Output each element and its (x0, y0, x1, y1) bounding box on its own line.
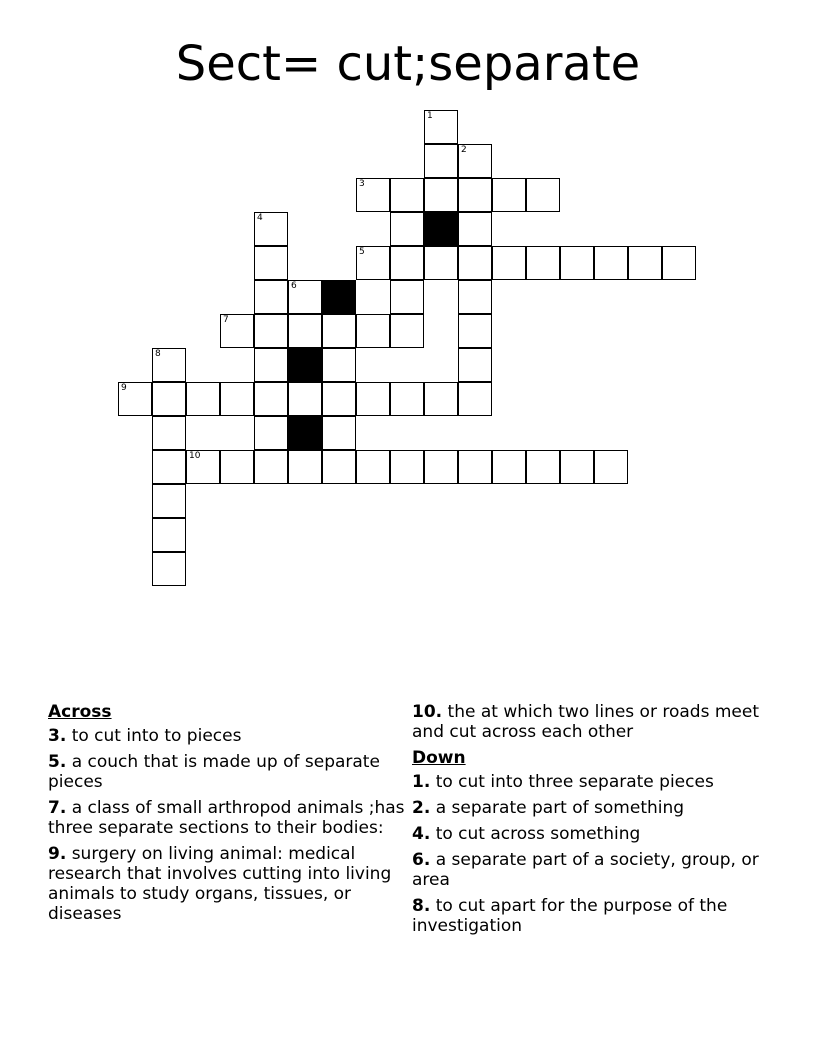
down-clue (412, 798, 772, 818)
cell-number: 7 (223, 315, 229, 325)
grid-cell[interactable] (220, 450, 254, 484)
clue-number: 9. (48, 844, 67, 864)
clue-number: 4. (412, 824, 431, 844)
grid-cell[interactable] (152, 518, 186, 552)
grid-cell[interactable] (458, 314, 492, 348)
grid-cell[interactable] (424, 178, 458, 212)
grid-cell[interactable] (152, 416, 186, 450)
grid-cell[interactable] (254, 314, 288, 348)
grid-cell[interactable] (390, 450, 424, 484)
grid-cell[interactable] (322, 314, 356, 348)
grid-cell[interactable] (288, 280, 322, 314)
grid-cell[interactable] (390, 246, 424, 280)
grid-cell[interactable] (458, 178, 492, 212)
clue-text: to cut apart for the purpose of the investigation (412, 896, 728, 936)
grid-cell[interactable] (356, 246, 390, 280)
across-heading: Across (48, 702, 112, 722)
grid-cell[interactable] (458, 246, 492, 280)
grid-cell[interactable] (526, 178, 560, 212)
grid-cell[interactable] (424, 144, 458, 178)
clue-text: to cut across something (435, 824, 641, 844)
grid-cell[interactable] (390, 212, 424, 246)
grid-cell[interactable] (220, 314, 254, 348)
cell-number: 9 (121, 383, 127, 393)
grid-cell[interactable] (186, 450, 220, 484)
cell-number: 10 (189, 451, 201, 461)
grid-cell[interactable] (152, 450, 186, 484)
clue-number: 7. (48, 798, 67, 818)
grid-cell[interactable] (322, 348, 356, 382)
grid-cell[interactable] (492, 246, 526, 280)
grid-cell[interactable] (526, 450, 560, 484)
grid-cell[interactable] (152, 348, 186, 382)
clue-number: 8. (412, 896, 431, 916)
cell-number: 6 (291, 281, 297, 291)
grid-cell[interactable] (628, 246, 662, 280)
across-clue (48, 798, 408, 838)
down-clue (412, 850, 772, 890)
grid-cell[interactable] (254, 382, 288, 416)
cell-number: 8 (155, 349, 161, 359)
across-clue (48, 752, 408, 792)
clue-text: to cut into to pieces (71, 726, 242, 746)
grid-cell[interactable] (390, 382, 424, 416)
grid-cell[interactable] (458, 450, 492, 484)
clues-right-column (412, 702, 772, 942)
grid-cell[interactable] (492, 178, 526, 212)
grid-cell[interactable] (254, 246, 288, 280)
cell-number: 3 (359, 179, 365, 189)
grid-cell[interactable] (254, 416, 288, 450)
grid-cell[interactable] (288, 314, 322, 348)
grid-cell[interactable] (186, 382, 220, 416)
grid-cell[interactable] (220, 382, 254, 416)
grid-cell[interactable] (254, 212, 288, 246)
clues-left-column (48, 702, 408, 930)
clue-text: to cut into three separate pieces (435, 772, 714, 792)
grid-cell[interactable] (390, 314, 424, 348)
grid-cell[interactable] (594, 246, 628, 280)
blocked-cell (288, 348, 322, 382)
clue-number: 5. (48, 752, 67, 772)
grid-cell[interactable] (560, 450, 594, 484)
grid-cell[interactable] (322, 416, 356, 450)
across-clue-list (48, 726, 408, 924)
grid-cell[interactable] (288, 382, 322, 416)
grid-cell[interactable] (254, 450, 288, 484)
cell-number: 5 (359, 247, 365, 257)
grid-cell[interactable] (356, 450, 390, 484)
blocked-cell (424, 212, 458, 246)
clue-text: a separate part of something (435, 798, 685, 818)
grid-cell[interactable] (254, 348, 288, 382)
grid-cell[interactable] (356, 382, 390, 416)
grid-cell[interactable] (424, 110, 458, 144)
grid-cell[interactable] (390, 280, 424, 314)
grid-cell[interactable] (424, 382, 458, 416)
page-title: Sect= cut;separate (175, 36, 641, 92)
grid-cell[interactable] (254, 280, 288, 314)
across-clue (412, 702, 772, 742)
clue-text: surgery on living animal: medical research that involves cutting into living animals to study organs, tissues, or diseases (48, 844, 392, 924)
cell-number: 1 (427, 111, 433, 121)
blocked-cell (322, 280, 356, 314)
cell-number: 4 (257, 213, 263, 223)
across-clue-list-continued (412, 702, 772, 742)
grid-cell[interactable] (424, 450, 458, 484)
clue-text: the at which two lines or roads meet and cut across each other (412, 702, 759, 742)
grid-cell[interactable] (322, 450, 356, 484)
down-clue (412, 772, 772, 792)
grid-cell[interactable] (390, 178, 424, 212)
across-clue (48, 726, 408, 746)
clue-text: a separate part of a society, group, or area (412, 850, 759, 890)
clue-number: 2. (412, 798, 431, 818)
grid-cell[interactable] (356, 314, 390, 348)
down-heading: Down (412, 748, 466, 768)
clue-number: 6. (412, 850, 431, 870)
grid-cell[interactable] (288, 450, 322, 484)
grid-cell[interactable] (118, 382, 152, 416)
across-clue (48, 844, 408, 924)
grid-cell[interactable] (594, 450, 628, 484)
grid-cell[interactable] (458, 382, 492, 416)
grid-cell[interactable] (356, 178, 390, 212)
clue-number: 10. (412, 702, 443, 722)
clue-number: 3. (48, 726, 67, 746)
grid-cell[interactable] (458, 144, 492, 178)
grid-cell[interactable] (662, 246, 696, 280)
grid-cell[interactable] (492, 450, 526, 484)
down-clue-list (412, 772, 772, 936)
down-clue (412, 824, 772, 844)
grid-cell[interactable] (424, 246, 458, 280)
clue-number: 1. (412, 772, 431, 792)
clue-text: a couch that is made up of separate pieces (48, 752, 380, 792)
blocked-cell (288, 416, 322, 450)
grid-cell[interactable] (458, 212, 492, 246)
down-clue (412, 896, 772, 936)
grid-cell[interactable] (152, 484, 186, 518)
grid-cell[interactable] (152, 552, 186, 586)
grid-cell[interactable] (458, 348, 492, 382)
grid-cell[interactable] (560, 246, 594, 280)
cell-number: 2 (461, 145, 467, 155)
grid-cell[interactable] (322, 382, 356, 416)
grid-cell[interactable] (152, 382, 186, 416)
clue-text: a class of small arthropod animals ;has three separate sections to their bodies: (48, 798, 405, 838)
grid-cell[interactable] (458, 280, 492, 314)
grid-cell[interactable] (526, 246, 560, 280)
